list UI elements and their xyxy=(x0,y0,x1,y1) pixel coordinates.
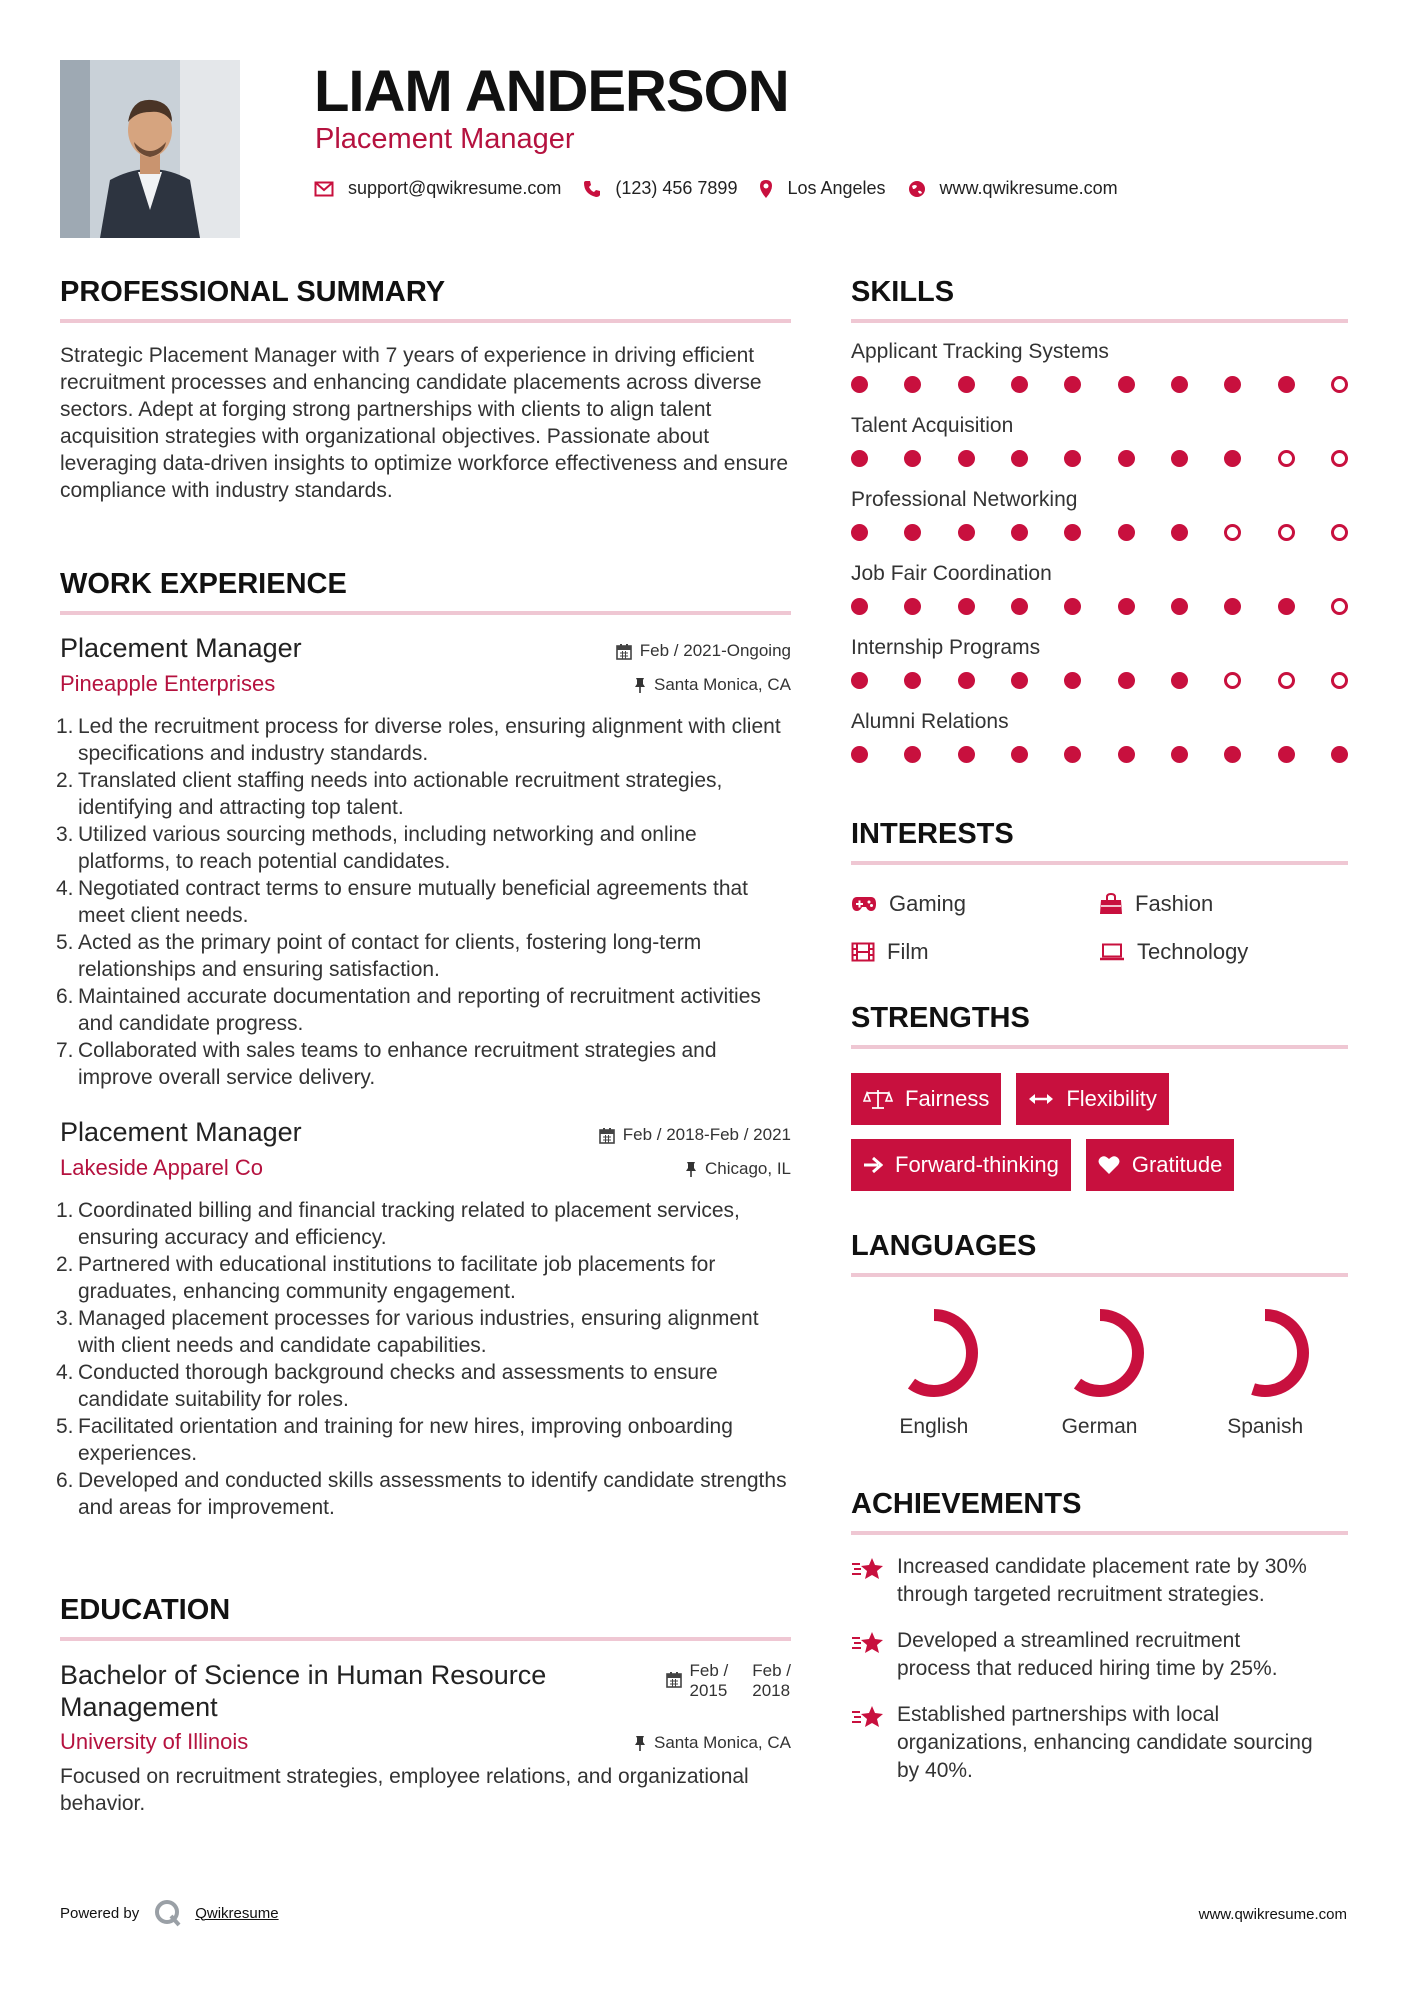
rating-dot-filled xyxy=(851,376,868,393)
rating-dot-filled xyxy=(1278,598,1295,615)
languages-divider xyxy=(851,1273,1348,1277)
job-bullet: 4. Conducted thorough background checks and assessments to ensure candidate suitability for roles. xyxy=(56,1361,718,1411)
interest-item xyxy=(851,939,1099,965)
rating-dot-filled xyxy=(904,598,921,615)
education-header xyxy=(60,1659,791,1721)
interest-label: Technology xyxy=(1137,939,1249,964)
contact-email[interactable] xyxy=(314,178,561,199)
rating-dot-filled xyxy=(904,746,921,763)
strengths-list xyxy=(851,1073,1348,1191)
language-progress-ring xyxy=(1215,1303,1315,1403)
rating-dot-filled xyxy=(851,450,868,467)
job-bullet: 3. Utilized various sourcing methods, including networking and online platforms, to reach potential candidates. xyxy=(56,823,697,873)
shooting-star-icon xyxy=(851,1630,885,1656)
achievements-heading: ACHIEVEMENTS xyxy=(851,1488,1082,1520)
skills-heading: SKILLS xyxy=(851,276,955,308)
rating-dot-filled xyxy=(1064,672,1081,689)
job-bullet: 1. Coordinated billing and financial tracking related to placement services, ensuring accuracy and efficiency. xyxy=(56,1199,740,1249)
language-item xyxy=(851,1303,1017,1439)
film-icon xyxy=(851,942,875,962)
job-bullet: 2. Translated client staffing needs into actionable recruitment strategies, identifying and attracting top talent. xyxy=(56,769,723,819)
achievement-item xyxy=(851,1701,1348,1785)
skills-divider xyxy=(851,319,1348,323)
language-progress-ring xyxy=(884,1303,984,1403)
strength-label: Forward-thinking xyxy=(895,1152,1059,1177)
qwikresume-link[interactable]: Qwikresume xyxy=(195,1904,279,1922)
contact-bar xyxy=(314,178,1140,199)
skill-rating xyxy=(851,524,1348,541)
achievements-divider xyxy=(851,1531,1348,1535)
skill-rating xyxy=(851,450,1348,467)
calendar-icon xyxy=(599,1127,615,1144)
interest-label: Film xyxy=(887,939,929,964)
education-date-start xyxy=(690,1661,729,1701)
rating-dot-filled xyxy=(1278,376,1295,393)
rating-dot-filled xyxy=(904,376,921,393)
rating-dot-empty xyxy=(1331,450,1348,467)
strength-chip xyxy=(1016,1073,1168,1125)
job-location xyxy=(634,675,791,695)
gamepad-icon xyxy=(851,896,877,912)
summary-section xyxy=(60,276,791,504)
rating-dot-empty xyxy=(1331,376,1348,393)
rating-dot-filled xyxy=(904,524,921,541)
achievement-item xyxy=(851,1627,1348,1683)
rating-dot-filled xyxy=(1171,524,1188,541)
job-title: Placement Manager xyxy=(60,633,302,663)
interest-item xyxy=(1099,891,1347,917)
language-name: German xyxy=(1061,1415,1138,1438)
skill-item xyxy=(851,414,1348,467)
language-progress-ring xyxy=(1050,1303,1150,1403)
achievement-item xyxy=(851,1553,1348,1609)
skill-item xyxy=(851,562,1348,615)
rating-dot-filled xyxy=(1011,598,1028,615)
skill-name: Applicant Tracking Systems xyxy=(851,340,1109,363)
pushpin-icon xyxy=(634,677,646,694)
strengths-heading: STRENGTHS xyxy=(851,1002,1030,1034)
rating-dot-filled xyxy=(1118,376,1135,393)
achievements-list xyxy=(851,1553,1348,1785)
rating-dot-filled xyxy=(904,450,921,467)
candidate-name: LIAM ANDERSON xyxy=(314,59,789,124)
rating-dot-filled xyxy=(1171,598,1188,615)
rating-dot-filled xyxy=(1118,746,1135,763)
rating-dot-filled xyxy=(958,746,975,763)
skill-name: Job Fair Coordination xyxy=(851,562,1052,585)
interests-list xyxy=(851,891,1348,965)
rating-dot-empty xyxy=(1331,524,1348,541)
rating-dot-filled xyxy=(1171,672,1188,689)
rating-dot-empty xyxy=(1278,672,1295,689)
language-name: Spanish xyxy=(1227,1415,1304,1438)
education-date-end-line2: 2018 xyxy=(752,1681,791,1700)
interest-label: Gaming xyxy=(889,891,967,916)
rating-dot-filled xyxy=(1224,376,1241,393)
shooting-star-icon xyxy=(851,1704,885,1730)
contact-location-text: Los Angeles xyxy=(787,178,886,198)
achievements-section xyxy=(851,1488,1348,1785)
job-header xyxy=(60,1117,791,1153)
profile-photo-illustration xyxy=(60,60,240,238)
job-bullet: 3. Managed placement processes for various industries, ensuring alignment with client needs and candidate capabilities. xyxy=(56,1307,759,1357)
job-entry xyxy=(56,1117,791,1521)
rating-dot-filled xyxy=(1118,598,1135,615)
job-company: Lakeside Apparel Co xyxy=(60,1155,264,1180)
summary-text: Strategic Placement Manager with 7 years of experience in driving efficient recruitment processes and enhancing candidate placements across diverse sectors. Adept at forging strong partnerships with clients to align talent acquisition strategies with organizational objectives. Passionate about leveraging data-driven insights to optimize workforce effectiveness and ensure compliance with industry standards. xyxy=(60,344,789,502)
rating-dot-filled xyxy=(1011,672,1028,689)
strength-chip xyxy=(851,1139,1071,1191)
education-subheader xyxy=(60,1725,791,1761)
job-bullets xyxy=(56,1197,791,1521)
job-bullets xyxy=(56,713,791,1091)
languages-list xyxy=(851,1303,1348,1439)
skill-name: Alumni Relations xyxy=(851,710,1009,733)
skill-rating xyxy=(851,746,1348,763)
arrow-right-icon xyxy=(863,1156,883,1174)
skill-item xyxy=(851,488,1348,541)
rating-dot-empty xyxy=(1331,672,1348,689)
languages-heading: LANGUAGES xyxy=(851,1230,1037,1262)
strengths-section xyxy=(851,1002,1348,1191)
rating-dot-filled xyxy=(1011,746,1028,763)
calendar-icon xyxy=(616,643,632,660)
candidate-role: Placement Manager xyxy=(315,123,575,155)
contact-email-text: support@qwikresume.com xyxy=(348,178,562,198)
job-bullet: 6. Maintained accurate documentation and reporting of recruitment activities and candidate progress. xyxy=(56,985,761,1035)
job-title: Placement Manager xyxy=(60,1117,302,1147)
education-location xyxy=(634,1733,791,1753)
strength-label: Flexibility xyxy=(1066,1086,1157,1111)
skill-name: Talent Acquisition xyxy=(851,414,1014,437)
experience-section xyxy=(56,568,791,1521)
rating-dot-filled xyxy=(1118,524,1135,541)
job-bullet: 7. Collaborated with sales teams to enhance recruitment strategies and improve overall service delivery. xyxy=(56,1039,717,1089)
interest-label: Fashion xyxy=(1135,891,1214,916)
footer-powered-by xyxy=(60,1898,279,1928)
job-location-text: Chicago, IL xyxy=(705,1159,791,1178)
rating-dot-filled xyxy=(1064,376,1081,393)
rating-dot-filled xyxy=(1011,450,1028,467)
strength-label: Fairness xyxy=(905,1086,990,1111)
rating-dot-filled xyxy=(1171,376,1188,393)
education-description: Focused on recruitment strategies, employee relations, and organizational behavior. xyxy=(60,1765,749,1815)
achievement-text: Increased candidate placement rate by 30% through targeted recruitment strategies. xyxy=(897,1555,1307,1606)
rating-dot-filled xyxy=(1331,746,1348,763)
qwikresume-logo-icon xyxy=(153,1898,183,1928)
phone-icon xyxy=(583,180,601,198)
job-subheader xyxy=(60,1153,791,1187)
education-divider xyxy=(60,1637,791,1641)
rating-dot-filled xyxy=(1118,450,1135,467)
education-section xyxy=(60,1594,791,1817)
rating-dot-filled xyxy=(851,524,868,541)
rating-dot-filled xyxy=(1011,376,1028,393)
education-date-start-line1: Feb / xyxy=(689,1661,729,1680)
job-location-text: Santa Monica, CA xyxy=(653,675,791,694)
arrows-horizontal-icon xyxy=(1028,1092,1054,1106)
shooting-star-icon xyxy=(851,1556,885,1582)
skill-name: Internship Programs xyxy=(851,636,1041,659)
experience-divider xyxy=(60,611,791,615)
profile-photo xyxy=(60,60,240,238)
rating-dot-filled xyxy=(1278,746,1295,763)
job-date xyxy=(599,1125,791,1145)
rating-dot-filled xyxy=(958,672,975,689)
interests-divider xyxy=(851,861,1348,865)
job-subheader xyxy=(60,669,791,703)
job-company: Pineapple Enterprises xyxy=(60,671,276,696)
language-name: English xyxy=(899,1415,969,1438)
rating-dot-filled xyxy=(1224,598,1241,615)
rating-dot-filled xyxy=(851,746,868,763)
skill-item xyxy=(851,710,1348,763)
rating-dot-empty xyxy=(1331,598,1348,615)
job-bullet: 5. Facilitated orientation and training for new hires, improving onboarding experiences. xyxy=(56,1415,733,1465)
rating-dot-empty xyxy=(1278,450,1295,467)
summary-divider xyxy=(60,319,791,323)
job-bullet: 5. Acted as the primary point of contact for clients, fostering long-term relationships and ensuring satisfaction. xyxy=(56,931,702,981)
rating-dot-empty xyxy=(1224,524,1241,541)
achievement-text: Established partnerships with local organizations, enhancing candidate sourcing by 40%. xyxy=(897,1703,1313,1782)
rating-dot-filled xyxy=(958,524,975,541)
education-date-end xyxy=(752,1661,791,1701)
skill-rating xyxy=(851,598,1348,615)
achievement-text: Developed a streamlined recruitment process that reduced hiring time by 25%. xyxy=(897,1629,1278,1680)
rating-dot-filled xyxy=(1011,524,1028,541)
shopping-bag-icon xyxy=(1099,893,1123,915)
balance-scale-icon xyxy=(863,1088,893,1110)
education-location-text: Santa Monica, CA xyxy=(653,1733,791,1752)
rating-dot-filled xyxy=(851,598,868,615)
interests-heading: INTERESTS xyxy=(851,818,1014,850)
contact-website[interactable] xyxy=(908,178,1118,199)
education-date-start-line2: 2015 xyxy=(689,1681,728,1700)
contact-location xyxy=(759,178,885,199)
contact-phone[interactable] xyxy=(583,178,737,199)
footer-site-link[interactable]: www.qwikresume.com xyxy=(1198,1906,1347,1923)
rating-dot-filled xyxy=(1224,450,1241,467)
education-degree: Bachelor of Science in Human Resource Management xyxy=(60,1660,547,1722)
skill-item xyxy=(851,340,1348,393)
rating-dot-filled xyxy=(1064,746,1081,763)
rating-dot-filled xyxy=(1171,746,1188,763)
strength-chip xyxy=(1086,1139,1235,1191)
globe-icon xyxy=(908,180,926,198)
job-location xyxy=(685,1159,791,1179)
job-bullet: 2. Partnered with educational institutions to facilitate job placements for graduates, enhancing community engagement. xyxy=(56,1253,716,1303)
skill-item xyxy=(851,636,1348,689)
job-header xyxy=(60,633,791,669)
job-bullet: 1. Led the recruitment process for diverse roles, ensuring alignment with client specifications and industry standards. xyxy=(56,715,781,765)
rating-dot-filled xyxy=(958,598,975,615)
rating-dot-empty xyxy=(1224,672,1241,689)
strengths-divider xyxy=(851,1045,1348,1049)
strength-label: Gratitude xyxy=(1131,1152,1223,1177)
interest-item xyxy=(1099,939,1347,965)
skill-rating xyxy=(851,376,1348,393)
job-date-text: Feb / 2018-Feb / 2021 xyxy=(622,1125,791,1144)
job-entry xyxy=(56,633,791,1091)
rating-dot-empty xyxy=(1278,524,1295,541)
pushpin-icon xyxy=(685,1161,697,1178)
job-date-text: Feb / 2021-Ongoing xyxy=(639,641,791,660)
calendar-icon xyxy=(666,1671,682,1688)
skills-list xyxy=(851,340,1348,763)
rating-dot-filled xyxy=(958,376,975,393)
rating-dot-filled xyxy=(851,672,868,689)
education-date-end-line1: Feb / xyxy=(752,1661,791,1680)
education-dates xyxy=(666,1661,792,1701)
job-bullet: 4. Negotiated contract terms to ensure mutually beneficial agreements that meet client needs. xyxy=(56,877,749,927)
language-item xyxy=(1182,1303,1348,1439)
education-school: University of Illinois xyxy=(60,1729,249,1754)
rating-dot-filled xyxy=(1118,672,1135,689)
contact-website-text: www.qwikresume.com xyxy=(939,178,1118,198)
rating-dot-filled xyxy=(904,672,921,689)
map-pin-icon xyxy=(759,179,773,199)
envelope-icon xyxy=(314,181,334,197)
rating-dot-filled xyxy=(1224,746,1241,763)
contact-phone-text: (123) 456 7899 xyxy=(615,178,738,198)
skills-section xyxy=(851,276,1348,763)
job-bullet: 6. Developed and conducted skills assessments to identify candidate strengths and areas for improvement. xyxy=(56,1469,787,1519)
languages-section xyxy=(851,1230,1348,1439)
heart-icon xyxy=(1098,1155,1120,1175)
rating-dot-filled xyxy=(1171,450,1188,467)
interest-item xyxy=(851,891,1099,917)
job-date xyxy=(616,641,791,661)
powered-by-text: Powered by xyxy=(60,1904,140,1922)
pushpin-icon xyxy=(634,1735,646,1752)
laptop-icon xyxy=(1099,943,1125,961)
experience-heading: WORK EXPERIENCE xyxy=(60,568,347,600)
rating-dot-filled xyxy=(1064,598,1081,615)
rating-dot-filled xyxy=(958,450,975,467)
language-item xyxy=(1017,1303,1183,1439)
interests-section xyxy=(851,818,1348,965)
summary-heading: PROFESSIONAL SUMMARY xyxy=(60,276,446,308)
skill-rating xyxy=(851,672,1348,689)
rating-dot-filled xyxy=(1064,450,1081,467)
strength-chip xyxy=(851,1073,1001,1125)
rating-dot-filled xyxy=(1064,524,1081,541)
education-heading: EDUCATION xyxy=(60,1594,231,1626)
skill-name: Professional Networking xyxy=(851,488,1078,511)
